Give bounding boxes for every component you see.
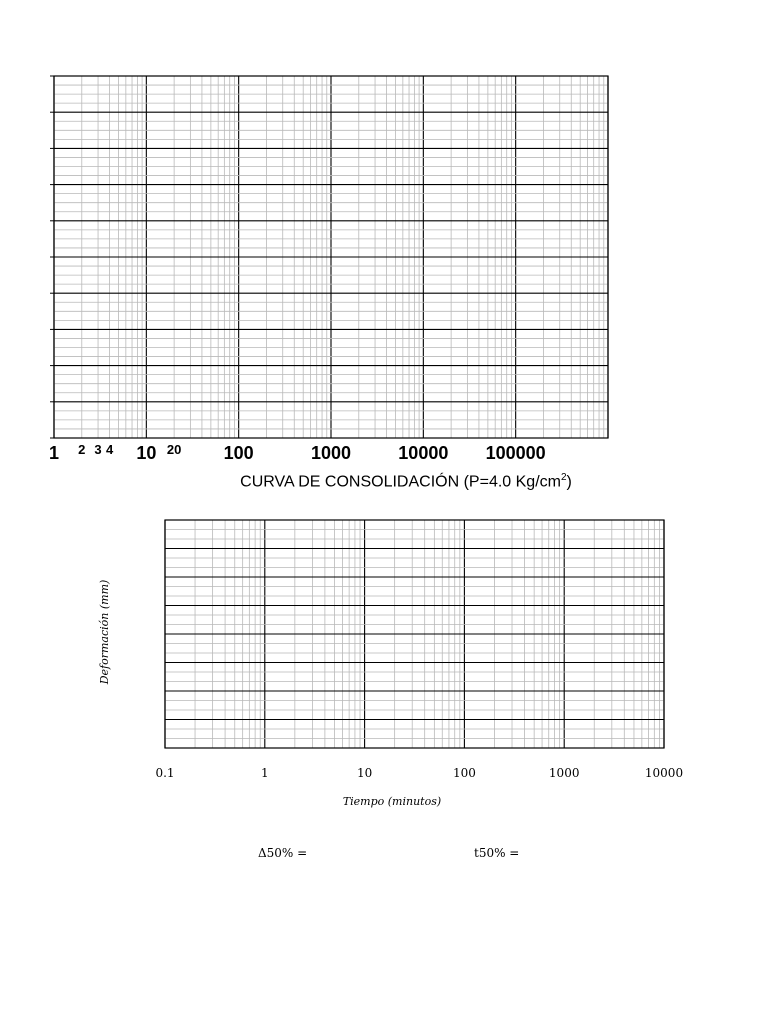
x-tick-label: 1	[260, 766, 269, 780]
x-tick-label: 10	[136, 443, 157, 463]
x-tick-label: 1	[48, 443, 60, 463]
x-tick-label: 10000	[644, 766, 684, 780]
chart1-title: CURVA DE CONSOLIDACIÓN (P=4.0 $Kg/cm^2$)	[240, 472, 572, 491]
x-tick-label: 10000	[398, 443, 449, 463]
x-tick-label: 100	[223, 443, 254, 463]
x-tick-label: 1000	[548, 766, 580, 780]
x-tick-label: 1000	[310, 443, 352, 463]
x-tick-label: 10	[356, 766, 373, 780]
x-axis-title: Tiempo (minutos)	[342, 795, 442, 808]
x-tick-label: 4	[105, 442, 114, 457]
x-tick-label: 20	[166, 442, 182, 457]
x-tick-label: 0.1	[155, 766, 175, 780]
t50-formula: t50% =	[474, 846, 520, 860]
x-tick-label: 3	[94, 442, 102, 457]
y-axis-title: Deformación (mm)	[98, 579, 111, 685]
delta50-formula: Δ50% =	[258, 846, 308, 860]
x-tick-label: 2	[78, 442, 86, 457]
x-tick-label: 100000	[485, 443, 546, 463]
x-tick-label: 100	[452, 766, 476, 780]
